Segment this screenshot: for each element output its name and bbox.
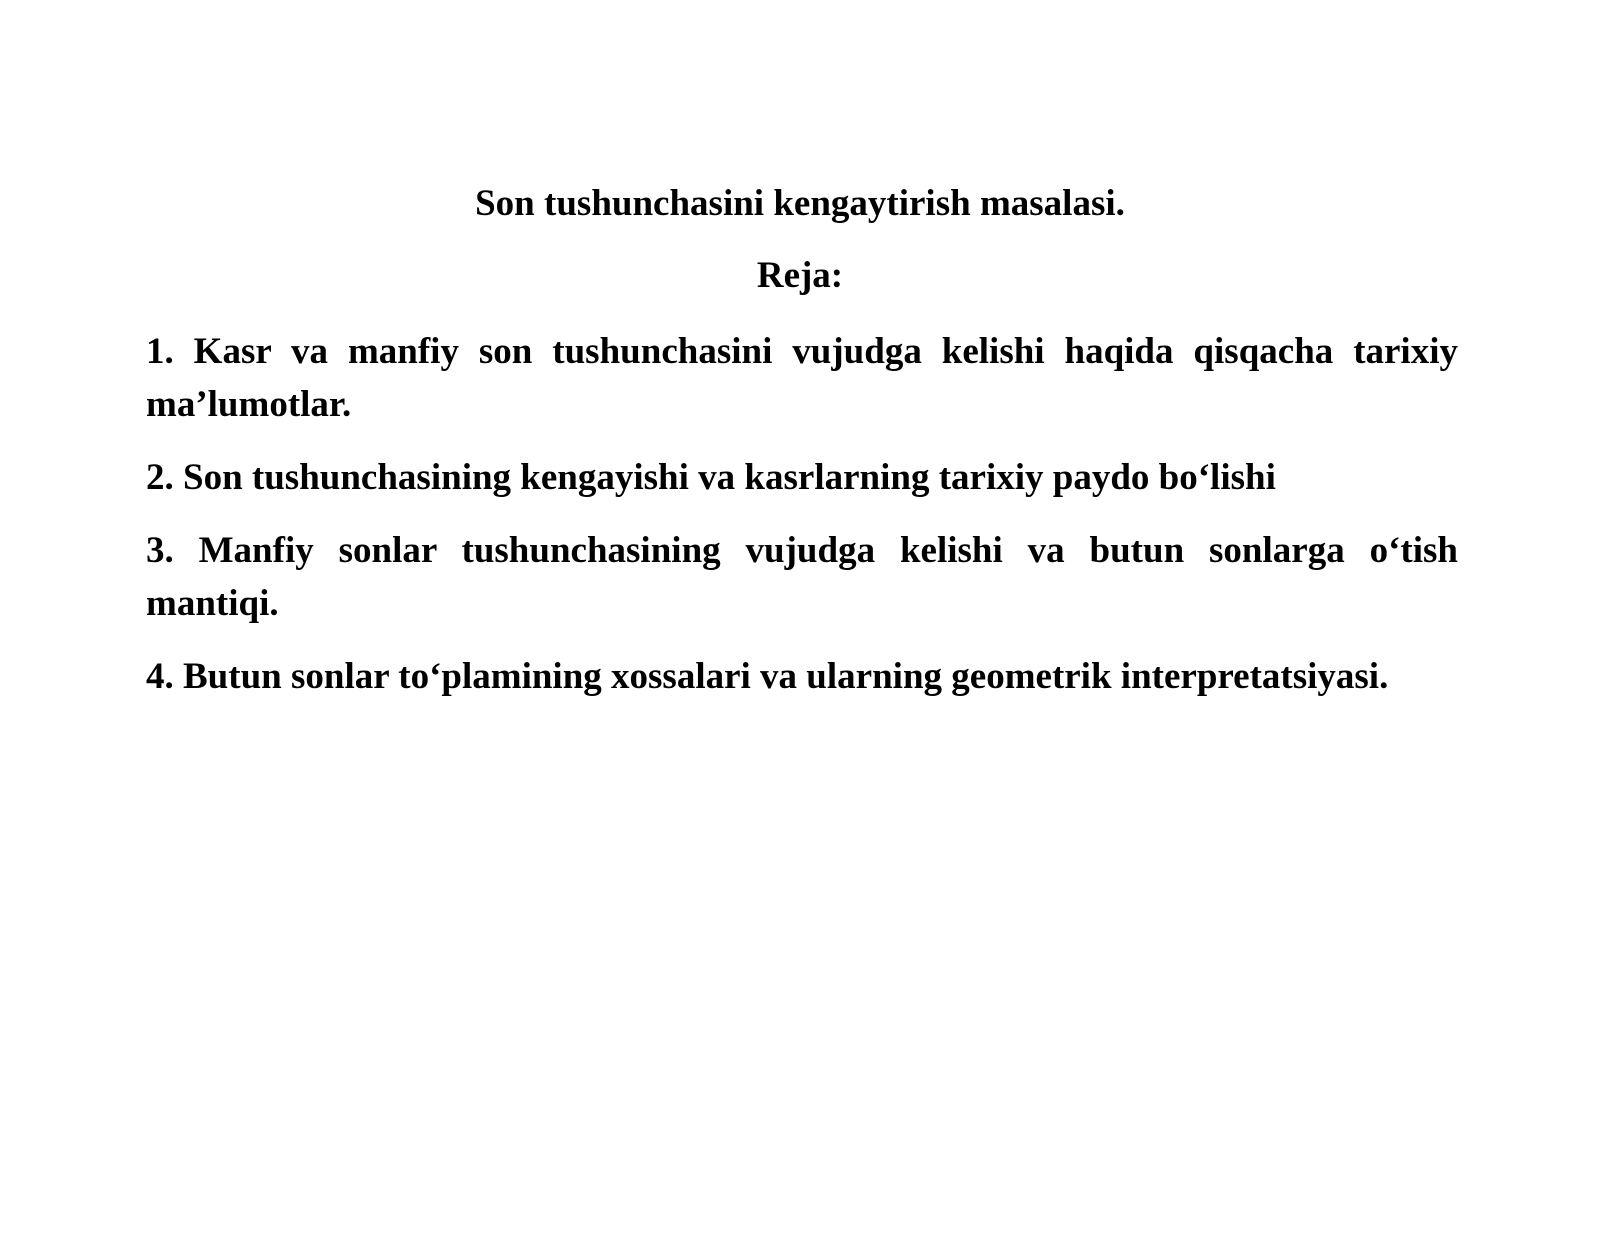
plan-item-3: 3. Manfiy sonlar tushunchasining vujudga kelishi va butun sonlarga o‘tish mantiqi.: [146, 530, 1458, 624]
plan-item-1: 1. Kasr va manfiy son tushunchasini vujudga kelishi haqida qisqacha tarixiy ma’lumotlar.: [146, 331, 1458, 425]
plan-heading: Reja:: [756, 255, 844, 296]
document-title: Son tushunchasini kengaytirish masalasi.: [475, 183, 1125, 224]
plan-list: [146, 325, 1458, 703]
plan-item-4: 4. Butun sonlar to‘plamining xossalari va ularning geometrik interpretatsiyasi.: [146, 656, 1389, 697]
plan-item-2: 2. Son tushunchasining kengayishi va kasrlarning tarixiy paydo bo‘lishi: [146, 457, 1276, 498]
